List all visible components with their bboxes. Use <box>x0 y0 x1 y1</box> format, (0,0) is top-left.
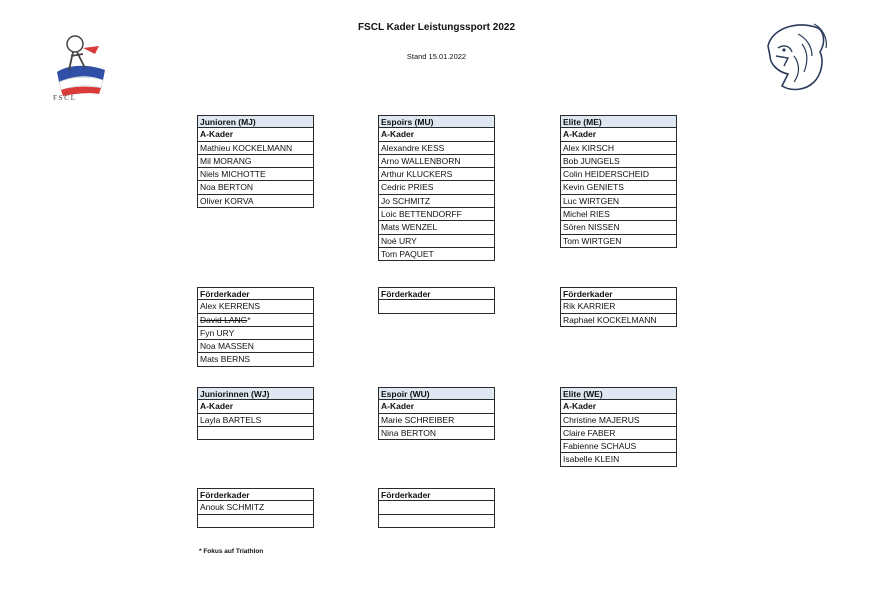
table-header: Elite (ME) <box>560 115 677 128</box>
table-row: Michel RIES <box>560 208 677 221</box>
table-row: Kevin GENIETS <box>560 181 677 194</box>
table-juniorinnen-wj <box>197 387 314 440</box>
logo-text: F S C L <box>53 94 75 102</box>
page-title: FSCL Kader Leistungssport 2022 <box>357 22 516 33</box>
table-row: Niels MICHOTTE <box>197 168 314 181</box>
table-subheader: A-Kader <box>197 400 314 413</box>
table-row: Colin HEIDERSCHEID <box>560 168 677 181</box>
table-row: Fyn URY <box>197 327 314 340</box>
table-row <box>378 515 495 528</box>
table-row: Sören NISSEN <box>560 221 677 234</box>
table-subheader: A-Kader <box>197 128 314 141</box>
table-row <box>197 314 314 327</box>
triathlon-marker: * <box>247 314 251 325</box>
table-subheader: A-Kader <box>378 400 495 413</box>
table-row: Arthur KLUCKERS <box>378 168 495 181</box>
table-row: Christine MAJERUS <box>560 414 677 427</box>
table-row: Layla BARTELS <box>197 414 314 427</box>
table-row <box>197 515 314 528</box>
table-header: Espoirs (MU) <box>378 115 495 128</box>
table-header: Förderkader <box>378 488 495 501</box>
lion-logo <box>758 16 830 94</box>
table-espoir-wu <box>378 387 495 440</box>
table-row: Rik KARRIER <box>560 300 677 313</box>
table-row: Anouk SCHMITZ <box>197 501 314 514</box>
table-row: Luc WIRTGEN <box>560 195 677 208</box>
table-header: Elite (WE) <box>560 387 677 400</box>
table-row: Cedric PRIES <box>378 181 495 194</box>
table-row: Mats BERNS <box>197 353 314 366</box>
table-header: Espoir (WU) <box>378 387 495 400</box>
table-row: Noé URY <box>378 235 495 248</box>
table-espoirs-mu <box>378 115 495 261</box>
table-row: Loic BETTENDORFF <box>378 208 495 221</box>
table-row: Bob JUNGELS <box>560 155 677 168</box>
table-row: Fabienne SCHAUS <box>560 440 677 453</box>
table-foerderkader-wu <box>378 488 495 528</box>
table-row: Claire FABER <box>560 427 677 440</box>
date-stamp: Stand 15.01.2022 <box>406 52 467 61</box>
table-row: Isabelle KLEIN <box>560 453 677 466</box>
table-row: Noa MASSEN <box>197 340 314 353</box>
table-header: Junioren (MJ) <box>197 115 314 128</box>
footnote: * Fokus auf Triathlon <box>199 548 264 555</box>
table-row: Alexandre KESS <box>378 142 495 155</box>
table-row: Tom PAQUET <box>378 248 495 261</box>
table-row: Oliver KORVA <box>197 195 314 208</box>
table-junioren-mj <box>197 115 314 208</box>
table-header: Förderkader <box>560 287 677 300</box>
table-row: Mathieu KOCKELMANN <box>197 142 314 155</box>
table-foerderkader-mu <box>378 287 495 314</box>
table-row: Marie SCHREIBER <box>378 414 495 427</box>
table-row: Nina BERTON <box>378 427 495 440</box>
table-subheader: A-Kader <box>560 128 677 141</box>
table-elite-we <box>560 387 677 467</box>
table-header: Juniorinnen (WJ) <box>197 387 314 400</box>
table-row <box>378 501 495 514</box>
table-foerderkader-me <box>560 287 677 327</box>
table-row: Raphael KOCKELMANN <box>560 314 677 327</box>
table-header: Förderkader <box>197 287 314 300</box>
table-row <box>197 427 314 440</box>
table-header: Förderkader <box>197 488 314 501</box>
table-row: Arno WALLENBORN <box>378 155 495 168</box>
table-row <box>378 300 495 313</box>
table-header: Förderkader <box>378 287 495 300</box>
table-foerderkader-wj <box>197 488 314 528</box>
table-subheader: A-Kader <box>378 128 495 141</box>
struck-name: David LANG <box>200 314 248 325</box>
table-row: Alex KERRENS <box>197 300 314 313</box>
table-subheader: A-Kader <box>560 400 677 413</box>
table-elite-me <box>560 115 677 248</box>
fscl-logo <box>49 24 115 102</box>
table-foerderkader-mj <box>197 287 314 367</box>
table-row: Mats WENZEL <box>378 221 495 234</box>
table-row: Mil MORANG <box>197 155 314 168</box>
table-row: Alex KIRSCH <box>560 142 677 155</box>
table-row: Tom WIRTGEN <box>560 235 677 248</box>
table-row: Jo SCHMITZ <box>378 195 495 208</box>
table-row: Noa BERTON <box>197 181 314 194</box>
